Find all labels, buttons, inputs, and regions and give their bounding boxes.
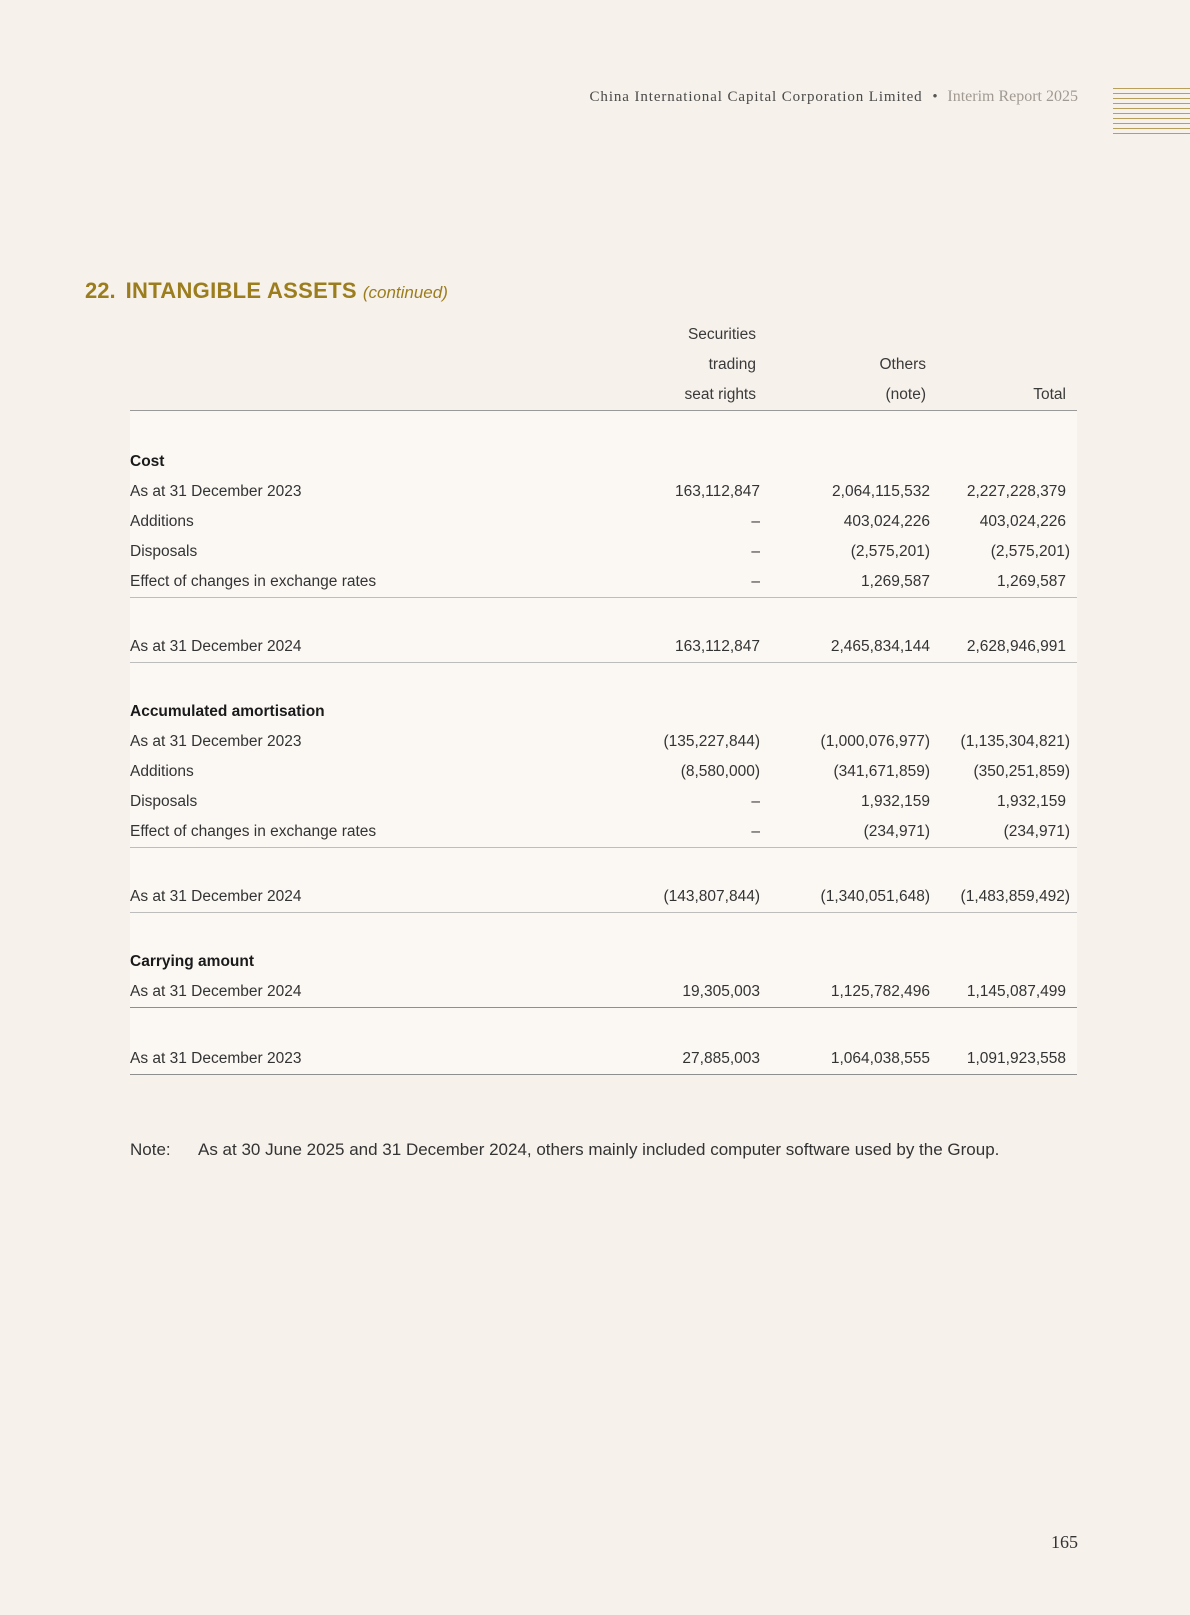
cell-others: 2,465,834,144 [760,632,930,663]
row-label: Effect of changes in exchange rates [130,567,590,598]
row-label: Additions [130,757,590,787]
table-row [130,567,1077,598]
cell-others: (234,971) [760,817,930,848]
cell-seat-rights: (143,807,844) [590,882,760,913]
header-others-line2: (note) [760,380,930,411]
row-label: Additions [130,507,590,537]
table-row [130,537,1077,567]
table-row [130,787,1077,817]
row-label: Effect of changes in exchange rates [130,817,590,848]
table-row [130,1044,1077,1075]
row-label: Disposals [130,787,590,817]
cell-seat-rights: – [590,817,760,848]
cell-seat-rights: 163,112,847 [590,632,760,663]
section-title [85,278,448,304]
cell-total: (2,575,201) [930,537,1077,567]
cell-others: 1,064,038,555 [760,1044,930,1075]
row-label: As at 31 December 2023 [130,1044,590,1075]
cell-others: 1,269,587 [760,567,930,598]
cell-others: 403,024,226 [760,507,930,537]
cell-others: (2,575,201) [760,537,930,567]
cell-total: (350,251,859) [930,757,1077,787]
table-row [130,447,1077,477]
table-row [130,507,1077,537]
header-total: Total [930,380,1077,411]
cell-total: 2,227,228,379 [930,477,1077,507]
page-number: 165 [1051,1532,1078,1552]
report-title: Interim Report 2025 [947,88,1078,105]
note-label: Note: [130,1140,171,1159]
header-seat-rights-line2: trading [708,356,756,373]
row-label: As at 31 December 2024 [130,632,590,663]
cell-others: (341,671,859) [760,757,930,787]
cell-total: 1,145,087,499 [930,977,1077,1008]
cell-seat-rights: 19,305,003 [590,977,760,1008]
section-name: INTANGIBLE ASSETS [125,278,357,303]
header-seat-rights-line1: Securities [687,326,756,343]
decorative-stripes [1113,88,1190,134]
header-seat-rights-line3: seat rights [590,380,760,411]
cell-seat-rights: (135,227,844) [590,727,760,757]
row-label: As at 31 December 2024 [130,977,590,1008]
table-row-subtotal [130,632,1077,663]
note-text: As at 30 June 2025 and 31 December 2024, others mainly included computer software used by the Group. [198,1140,1000,1159]
row-label: Disposals [130,537,590,567]
cell-seat-rights: – [590,787,760,817]
table-row [130,697,1077,727]
row-label: As at 31 December 2024 [130,882,590,913]
table-row [130,477,1077,507]
table-row [130,947,1077,977]
category-carrying-amount: Carrying amount [130,947,1077,977]
intangible-assets-table [130,320,1077,1075]
cell-total: 1,932,159 [930,787,1077,817]
cell-others: 2,064,115,532 [760,477,930,507]
cell-total: 403,024,226 [930,507,1077,537]
cell-seat-rights: 163,112,847 [590,477,760,507]
row-label: As at 31 December 2023 [130,477,590,507]
cell-seat-rights: 27,885,003 [590,1044,760,1075]
company-name: China International Capital Corporation Limited [589,89,923,105]
cell-seat-rights: – [590,537,760,567]
cell-seat-rights: – [590,507,760,537]
cell-total: (1,483,859,492) [930,882,1077,913]
cell-total: 1,091,923,558 [930,1044,1077,1075]
table-row [130,727,1077,757]
category-cost: Cost [130,447,1077,477]
cell-total: 1,269,587 [930,567,1077,598]
section-number: 22. [85,278,116,303]
header-bullet: • [932,89,938,105]
section-continued: (continued) [362,283,448,302]
table-row [130,757,1077,787]
header-others-line1: Others [879,356,926,373]
footnote [130,1140,999,1160]
table-row [130,977,1077,1008]
cell-others: (1,000,076,977) [760,727,930,757]
cell-others: 1,932,159 [760,787,930,817]
category-accumulated-amortisation: Accumulated amortisation [130,697,1077,727]
cell-total: (234,971) [930,817,1077,848]
cell-others: (1,340,051,648) [760,882,930,913]
running-header [590,88,1078,106]
cell-seat-rights: – [590,567,760,598]
cell-total: (1,135,304,821) [930,727,1077,757]
cell-others: 1,125,782,496 [760,977,930,1008]
cell-seat-rights: (8,580,000) [590,757,760,787]
table-row [130,817,1077,848]
cell-total: 2,628,946,991 [930,632,1077,663]
row-label: As at 31 December 2023 [130,727,590,757]
table-row-subtotal [130,882,1077,913]
